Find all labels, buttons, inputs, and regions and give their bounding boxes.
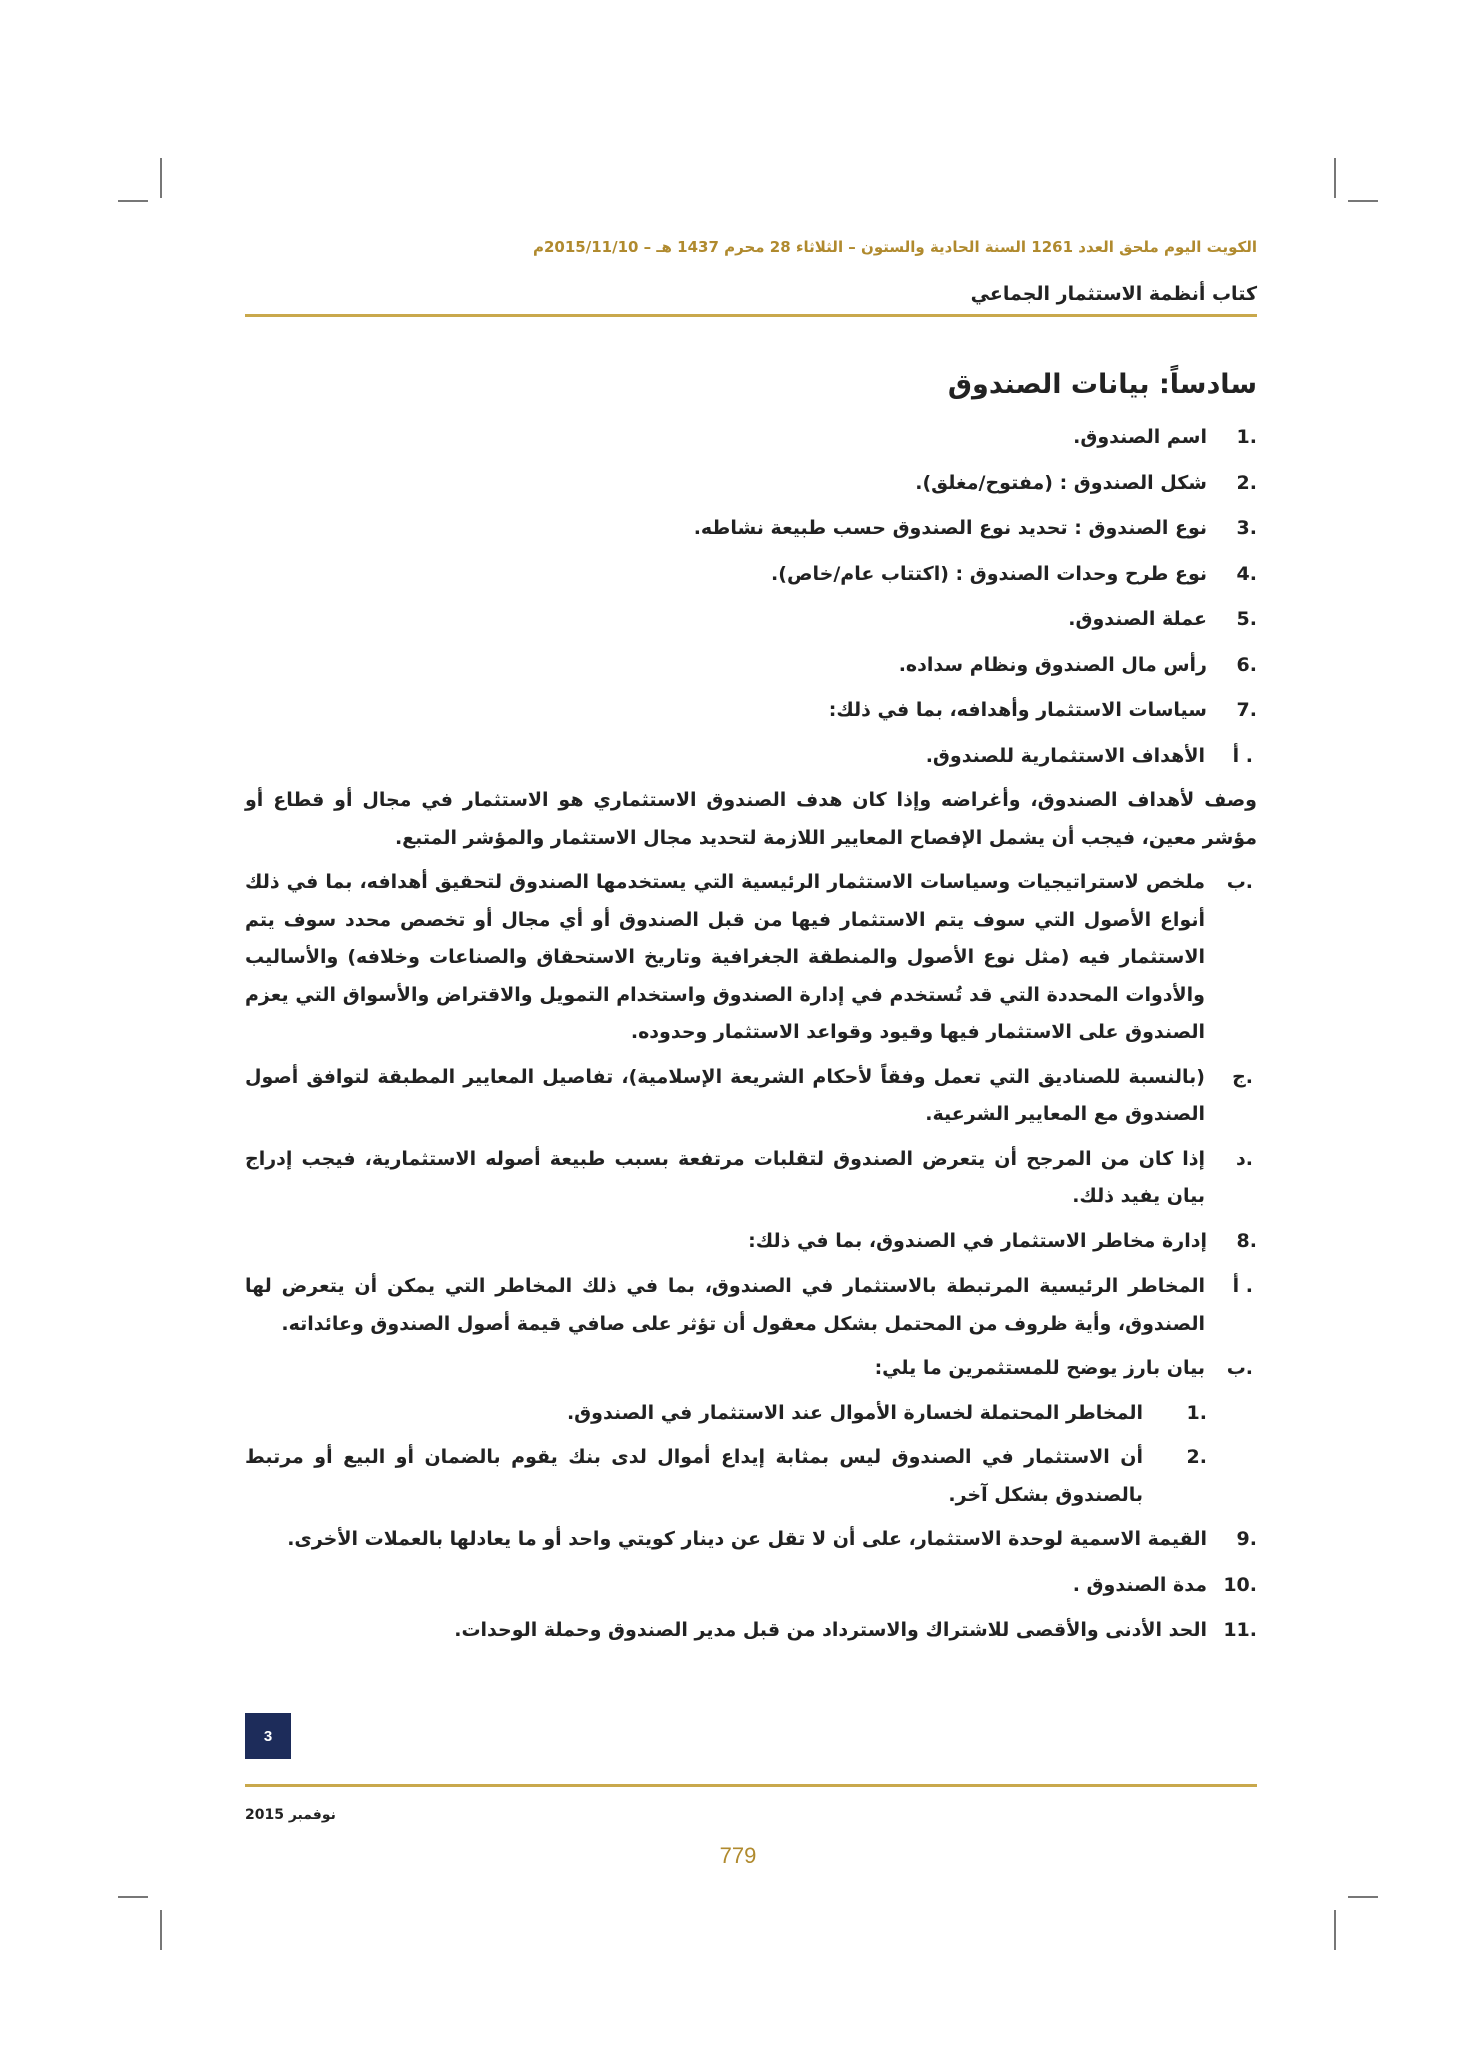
list-item [245, 1223, 1257, 1261]
item-number: 4. [1236, 562, 1257, 585]
list-item [245, 1521, 1257, 1559]
item-number: 10. [1223, 1573, 1257, 1596]
crop-mark [160, 1910, 162, 1950]
nested-list-item [245, 1439, 1257, 1514]
document-body [245, 365, 1257, 1658]
list-item [245, 465, 1257, 503]
item-number: 5. [1236, 608, 1257, 630]
item-number: 8. [1236, 1229, 1257, 1252]
book-title: كتاب أنظمة الاستثمار الجماعي [970, 283, 1257, 305]
nested-item-number: 2. [1186, 1446, 1207, 1468]
list-item [245, 692, 1257, 730]
sub-item [245, 1268, 1257, 1343]
sub-item-text: إذا كان من المرجح أن يتعرض الصندوق لتقلبات مرتفعة بسبب طبيعة أصوله الاستثمارية، فيجب إدراج بيان يفيد ذلك. [245, 1147, 1205, 1207]
sub-item-marker: ب. [1226, 871, 1253, 893]
sub-item [245, 1350, 1257, 1388]
item-text: عملة الصندوق. [1068, 608, 1207, 630]
sub-item [245, 1059, 1257, 1134]
item-number: 3. [1236, 517, 1257, 539]
item-text: سياسات الاستثمار وأهدافه، بما في ذلك: [828, 699, 1207, 721]
sub-item-marker: د. [1236, 1147, 1253, 1170]
sub-item [245, 864, 1257, 1052]
item-number: 9. [1236, 1528, 1257, 1550]
item-number: 2. [1236, 471, 1257, 494]
nested-item-number: 1. [1186, 1401, 1207, 1424]
sub-item-marker: أ . [1232, 1275, 1253, 1297]
section-title: سادساً: بيانات الصندوق [947, 369, 1257, 400]
nested-item-text: المخاطر المحتملة لخسارة الأموال عند الاستثمار في الصندوق. [566, 1401, 1143, 1424]
sub-item [245, 1141, 1257, 1216]
list-item [245, 510, 1257, 548]
crop-mark [1348, 200, 1378, 202]
sub-item-marker: ج. [1232, 1065, 1253, 1088]
gazette-header-line: الكويت اليوم ملحق العدد 1261 السنة الحادية والستون – الثلاثاء 28 محرم 1437 هـ – 2015/11/10م [532, 238, 1257, 256]
item-text: شكل الصندوق : (مفتوح/مغلق). [915, 471, 1207, 494]
header-divider [245, 314, 1257, 317]
footer-divider [245, 1784, 1257, 1787]
item-text: رأس مال الصندوق ونظام سداده. [898, 653, 1207, 676]
page-number: 779 [719, 1843, 757, 1868]
item-text: القيمة الاسمية لوحدة الاستثمار، على أن لا تقل عن دينار كويتي واحد أو ما يعادلها بالعملات الأخرى. [287, 1528, 1207, 1550]
crop-mark [1348, 1896, 1378, 1898]
item-text: مدة الصندوق . [1072, 1573, 1207, 1596]
sub-item-text: بيان بارز يوضح للمستثمرين ما يلي: [874, 1357, 1205, 1379]
sub-item-marker: ب. [1226, 1357, 1253, 1379]
page-badge: 3 [245, 1713, 291, 1759]
item-text: اسم الصندوق. [1073, 426, 1207, 448]
crop-mark [118, 200, 148, 202]
sub-item [245, 738, 1257, 776]
list-item [245, 556, 1257, 594]
item-number: 1. [1236, 426, 1257, 448]
nested-item-text: أن الاستثمار في الصندوق ليس بمثابة إيداع أموال لدى بنك يقوم بالضمان أو البيع أو مرتبط بالصندوق بشكل آخر. [245, 1446, 1143, 1506]
crop-mark [1334, 1910, 1336, 1950]
nested-list-item [245, 1395, 1257, 1433]
item-text: نوع طرح وحدات الصندوق : (اكتتاب عام/خاص). [771, 562, 1207, 585]
sub-item-text: (بالنسبة للصناديق التي تعمل وفقاً لأحكام الشريعة الإسلامية)، تفاصيل المعايير المطبقة لتوافق أصول الصندوق مع المعايير الشرعية. [245, 1065, 1205, 1125]
item-text: نوع الصندوق : تحديد نوع الصندوق حسب طبيعة نشاطه. [693, 517, 1207, 539]
item-number: 11. [1223, 1619, 1257, 1641]
sub-item-text: ملخص لاستراتيجيات وسياسات الاستثمار الرئيسية التي يستخدمها الصندوق لتحقيق أهدافه، بما في ذلك أنواع الأصول التي سوف يتم الاستثمار فيها من قبل الصندوق أو أي مجال أو تخصص محدد سوف يتم الاستثمار فيه (مثل نوع الأصول والمنطقة الجغرافية وتاريخ الاستحقاق والصناعات وخلافه) والأساليب والأدوات المحددة التي قد تُستخدم في إدارة الصندوق واستخدام التمويل والاقتراض والأسواق التي يعزم الصندوق على الاستثمار فيها وقيود وقواعد الاستثمار وحدوده. [245, 871, 1205, 1043]
crop-mark [1334, 158, 1336, 198]
list-item [245, 1567, 1257, 1605]
crop-mark [118, 1896, 148, 1898]
item-text: الحد الأدنى والأقصى للاشتراك والاسترداد من قبل مدير الصندوق وحملة الوحدات. [454, 1619, 1207, 1641]
item-number: 6. [1236, 653, 1257, 676]
item-text: إدارة مخاطر الاستثمار في الصندوق، بما في ذلك: [748, 1229, 1207, 1252]
list-item [245, 419, 1257, 457]
sub-item-text: المخاطر الرئيسية المرتبطة بالاستثمار في الصندوق، بما في ذلك المخاطر التي يمكن أن يتعرض لها الصندوق، وأية ظروف من المحتمل بشكل معقول أن تؤثر على صافي قيمة أصول الصندوق وعائداته. [245, 1275, 1205, 1335]
item-number: 7. [1236, 699, 1257, 721]
paragraph: وصف لأهداف الصندوق، وأغراضه وإذا كان هدف الصندوق الاستثماري هو الاستثمار في مجال أو قطاع أو مؤشر معين، فيجب أن يشمل الإفصاح المعايير اللازمة لتحديد مجال الاستثمار والمؤشر المتبع. [245, 789, 1257, 849]
list-item [245, 1612, 1257, 1650]
sub-item-text: الأهداف الاستثمارية للصندوق. [925, 744, 1205, 767]
list-item [245, 647, 1257, 685]
list-item [245, 601, 1257, 639]
sub-item-marker: أ . [1232, 744, 1253, 767]
crop-mark [160, 158, 162, 198]
footer-date: نوفمبر 2015 [245, 1807, 336, 1823]
